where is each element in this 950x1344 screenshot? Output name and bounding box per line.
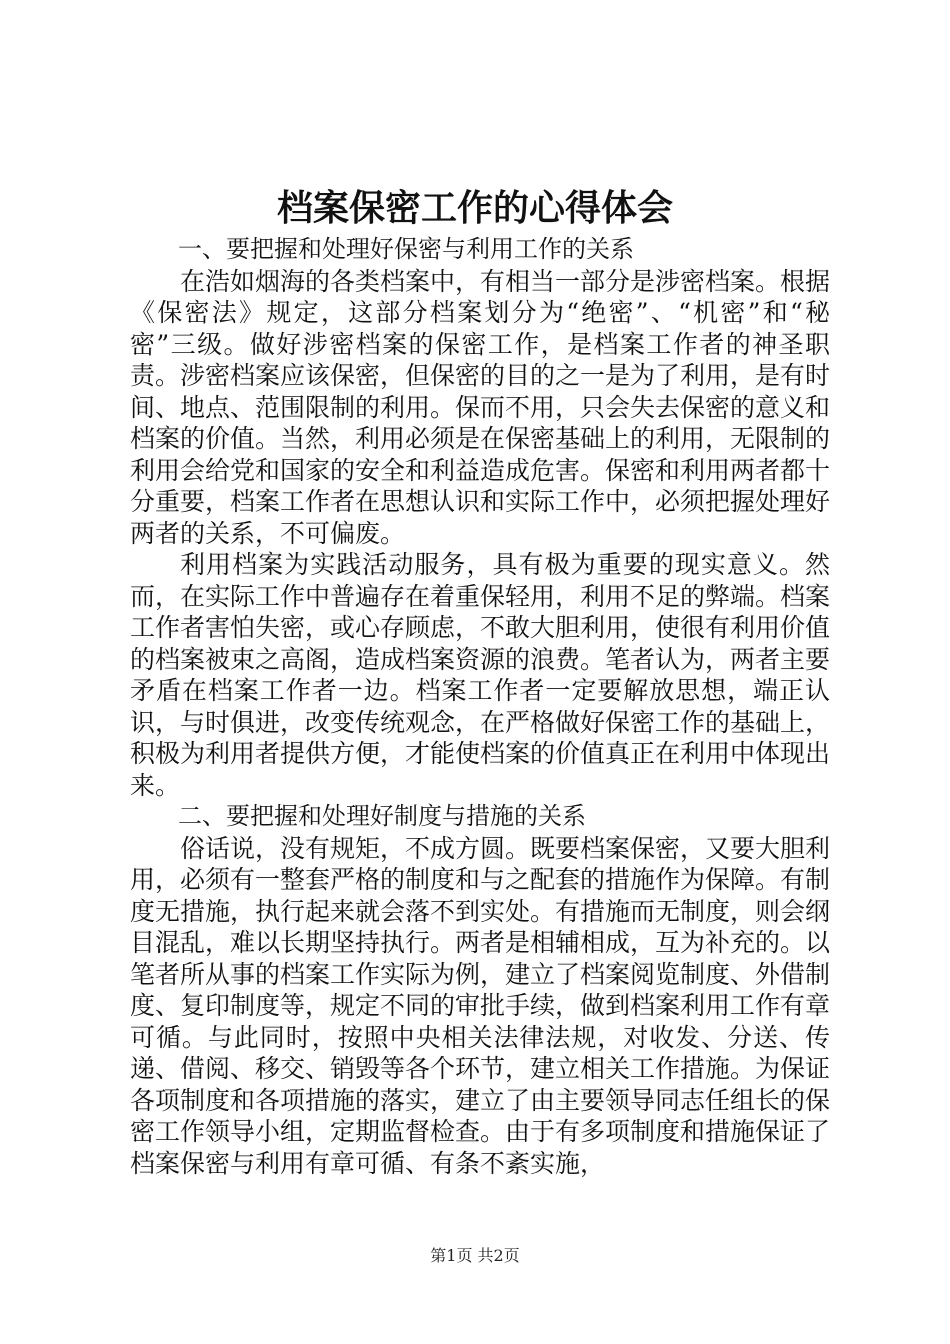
section-heading: 二、要把握和处理好制度与措施的关系 xyxy=(178,802,586,830)
body-paragraph: 利用档案为实践活动服务，具有极为重要的现实意义。然而，在实际工作中普遍存在着重保轻用，利用不足的弊端。档案工作者害怕失密，或心存顾虑，不敢大胆利用，使很有利用价值的档案被束之高阁，造成档案资源的浪费。笔者认为，两者主要矛盾在档案工作者一边。档案工作者一定要解放思想，端正认识，与时俱进，改变传统观念，在严格做好保密工作的基础上，积极为利用者提供方便，才能使档案的价值真正在利用中体现出来。 xyxy=(130,550,831,800)
document-body xyxy=(130,234,830,1179)
body-paragraph: 在浩如烟海的各类档案中，有相当一部分是涉密档案。根据《保密法》规定，这部分档案划分为“绝密”、“机密”和“秘密”三级。做好涉密档案的保密工作，是档案工作者的神圣职责。涉密档案应该保密，但保密的目的之一是为了利用，是有时间、地点、范围限制的利用。保而不用，只会失去保密的意义和档案的价值。当然，利用必须是在保密基础上的利用，无限制的利用会给党和国家的安全和利益造成危害。保密和利用两者都十分重要，档案工作者在思想认识和实际工作中，必须把握处理好两者的关系，不可偏废。 xyxy=(130,266,831,548)
body-paragraph: 俗话说，没有规矩，不成方圆。既要档案保密，又要大胆利用，必须有一整套严格的制度和与之配套的措施作为保障。有制度无措施，执行起来就会落不到实处。有措施而无制度，则会纲目混乱，难以长期坚持执行。两者是相辅相成，互为补充的。以笔者所从事的档案工作实际为例，建立了档案阅览制度、外借制度、复印制度等，规定不同的审批手续，做到档案利用工作有章可循。与此同时，按照中央相关法律法规，对收发、分送、传递、借阅、移交、销毁等各个环节，建立相关工作措施。为保证各项制度和各项措施的落实，建立了由主要领导同志任组长的保密工作领导小组，定期监督检查。由于有多项制度和措施保证了档案保密与利用有章可循、有条不紊实施， xyxy=(130,833,831,1178)
document-title: 档案保密工作的心得体会 xyxy=(276,187,673,229)
page-footer: 第1页 共2页 xyxy=(430,1246,520,1265)
section-heading: 一、要把握和处理好保密与利用工作的关系 xyxy=(178,235,634,263)
